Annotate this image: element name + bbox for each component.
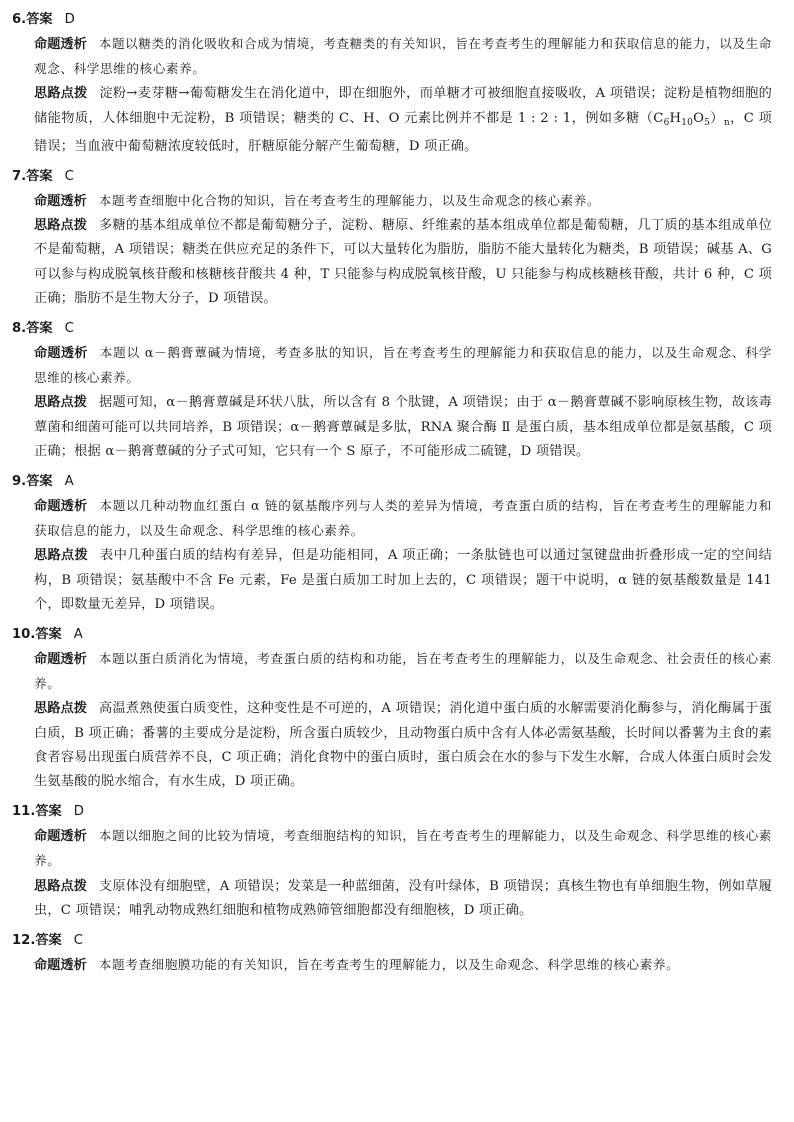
intent-paragraph <box>12 953 772 978</box>
analysis-label: 思路点拨 <box>34 701 87 717</box>
analysis-text-pre: 淀粉→麦芽糖→葡萄糖发生在消化道中，即在细胞外，而单糖才可被细胞直接吸收，A 项错误；淀粉是植物细胞的储能物质，人体细胞中无淀粉，B 项错误；糖类的 C、H、O 元素比例并不都是 1 : 2 : 1，例如多糖（C <box>34 86 772 126</box>
intent-paragraph <box>12 341 772 391</box>
analysis-label: 思路点拨 <box>34 86 88 102</box>
answer-choice: C <box>64 169 74 185</box>
analysis-text: 高温煮熟使蛋白质变性，这种变性是不可逆的，A 项错误；消化道中蛋白质的水解需要消化酶参与，消化酶属于蛋白质，B 项正确；番薯的主要成分是淀粉，所含蛋白质较少，且动物蛋白质中含有人体必需氨基酸，长时间以番薯为主食的素食者容易出现蛋白质营养不良，C 项正确；消化食物中的蛋白质时，蛋白质会在水的参与下发生水解，合成人体蛋白质时会发生氨基酸的脱水缩合，有水生成，D 项正确。 <box>34 701 773 790</box>
question-number: 6. <box>12 12 27 27</box>
analysis-text: 多糖的基本组成单位不都是葡萄糖分子，淀粉、糖原、纤维素的基本组成单位都是葡萄糖，几丁质的基本组成单位不是葡萄糖，A 项错误；糖类在供应充足的条件下，可以大量转化为脂肪，脂肪不能大量转化为糖类，B 项错误；碱基 A、G 可以参与构成脱氧核苷酸和核糖核苷酸共 4 种，T 只能参与构成脱氧核苷酸，U 只能参与构成核糖核苷酸，共计 6 种，C 项正确；脂肪不是生物大分子，D 项错误。 <box>34 218 772 306</box>
question-number: 7. <box>12 169 27 185</box>
intent-text: 本题考查细胞膜功能的有关知识，旨在考查考生的理解能力，以及生命观念、科学思维的核心素养。 <box>98 957 680 973</box>
answer-label: 答案 <box>26 321 53 337</box>
answer-item-6 <box>12 8 772 159</box>
intent-paragraph <box>12 647 772 697</box>
intent-text: 本题以 α－鹅膏蕈碱为情境，考查多肽的知识，旨在考查考生的理解能力和获取信息的能力，以及生命观念、科学思维的核心素养。 <box>34 345 772 386</box>
question-number: 12. <box>12 933 36 949</box>
analysis-paragraph <box>12 875 772 923</box>
analysis-paragraph <box>12 697 772 794</box>
question-number: 8. <box>12 321 27 337</box>
analysis-paragraph <box>12 214 772 311</box>
formula-o: O <box>693 110 705 126</box>
answer-header <box>12 317 772 341</box>
intent-paragraph <box>12 32 772 82</box>
intent-text: 本题以蛋白质消化为情境，考查蛋白质的结构和功能，旨在考查考生的理解能力，以及生命观念、社会责任的核心素养。 <box>34 651 772 692</box>
intent-label: 命题透析 <box>34 958 87 974</box>
answer-choice: A <box>73 627 83 643</box>
analysis-paragraph <box>12 544 772 617</box>
answer-label: 答案 <box>26 169 53 185</box>
answer-label: 答案 <box>26 12 53 27</box>
answer-item-7 <box>12 165 772 311</box>
analysis-text <box>34 86 772 153</box>
analysis-paragraph <box>12 82 772 159</box>
analysis-text: 据题可知，α－鹅膏蕈碱是环状八肽，所以含有 8 个肽键，A 项错误；由于 α－鹅膏蕈碱不影响原核生物，故该毒蕈菌和细菌可能可以共同培养，B 项错误；α－鹅膏蕈碱是多肽，RNA 聚合酶 Ⅱ 是蛋白质，基本组成单位都是氨基酸，C 项正确；根据 α－鹅膏蕈碱的分子式可知，它只有一个 S 原子，不可能形成二硫键，D 项错误。 <box>34 395 773 459</box>
answer-label: 答案 <box>35 933 62 949</box>
answer-item-9 <box>12 470 772 617</box>
intent-text: 本题以糖类的消化吸收和合成为情境，考查糖类的有关知识，旨在考查考生的理解能力和获取信息的能力，以及生命观念、科学思维的核心素养。 <box>34 36 772 77</box>
answer-header <box>12 165 772 189</box>
formula-subscript-n: n <box>723 117 730 128</box>
formula-h: H <box>669 110 682 126</box>
question-number: 10. <box>12 627 36 643</box>
answer-header <box>12 929 772 953</box>
analysis-label: 思路点拨 <box>34 395 88 411</box>
answer-item-12 <box>12 929 772 978</box>
answer-header <box>12 8 772 32</box>
analysis-paragraph <box>12 391 772 464</box>
intent-paragraph <box>12 189 772 214</box>
intent-text: 本题以几种动物血红蛋白 α 链的氨基酸序列与人类的差异为情境，考查蛋白质的结构，旨在考查考生的理解能力和获取信息的能力，以及生命观念、科学思维的核心素养。 <box>34 498 772 539</box>
intent-text: 本题以细胞之间的比较为情境，考查细胞结构的知识，旨在考查考生的理解能力，以及生命观念、科学思维的核心素养。 <box>34 828 772 869</box>
answer-item-11 <box>12 800 772 923</box>
intent-paragraph <box>12 824 772 874</box>
analysis-label: 思路点拨 <box>34 878 87 894</box>
answer-item-8 <box>12 317 772 464</box>
formula-subscript-h: 10 <box>681 117 694 128</box>
answer-header <box>12 470 772 494</box>
formula-subscript-c: 6 <box>663 117 670 128</box>
question-number: 9. <box>12 474 27 490</box>
answer-header <box>12 800 772 824</box>
answer-label: 答案 <box>26 474 53 490</box>
answer-choice: C <box>64 321 74 337</box>
intent-label: 命题透析 <box>34 499 88 515</box>
intent-text: 本题考查细胞中化合物的知识，旨在考查考生的理解能力，以及生命观念的核心素养。 <box>98 193 601 209</box>
analysis-text-post: ，C 项错误；当血液中葡萄糖浓度较低时，肝糖原能分解产生葡萄糖，D 项正确。 <box>34 110 772 154</box>
analysis-text: 支原体没有细胞壁，A 项错误；发菜是一种蓝细菌，没有叶绿体，B 项错误；真核生物也有单细胞生物，例如草履虫，C 项错误；哺乳动物成熟红细胞和植物成熟筛管细胞都没有细胞核，D 项正确。 <box>34 878 772 918</box>
question-number: 11. <box>12 804 36 820</box>
intent-label: 命题透析 <box>34 346 88 362</box>
intent-label: 命题透析 <box>34 37 87 52</box>
answer-label: 答案 <box>35 627 62 643</box>
analysis-text: 表中几种蛋白质的结构有差异，但是功能相同，A 项正确；一条肽链也可以通过氢键盘曲折叠形成一定的空间结构，B 项错误；氨基酸中不含 Fe 元素，Fe 是蛋白质加工时加上去的，C 项错误；题干中说明，α 链的氨基酸数量是 141 个，即数量无差异，D 项错误。 <box>34 548 773 612</box>
analysis-label: 思路点拨 <box>34 218 88 234</box>
answer-header <box>12 623 772 647</box>
answer-choice: C <box>73 933 83 949</box>
answer-item-10 <box>12 623 772 794</box>
intent-label: 命题透析 <box>34 829 87 845</box>
intent-label: 命题透析 <box>34 652 87 668</box>
answer-label: 答案 <box>35 804 62 820</box>
answer-choice: D <box>64 12 75 27</box>
formula-close-paren: ） <box>710 110 724 126</box>
analysis-label: 思路点拨 <box>34 548 89 564</box>
intent-label: 命题透析 <box>34 194 87 210</box>
answer-choice: A <box>64 474 74 490</box>
answer-choice: D <box>73 804 84 820</box>
formula-subscript-o: 5 <box>704 117 711 128</box>
intent-paragraph <box>12 494 772 544</box>
